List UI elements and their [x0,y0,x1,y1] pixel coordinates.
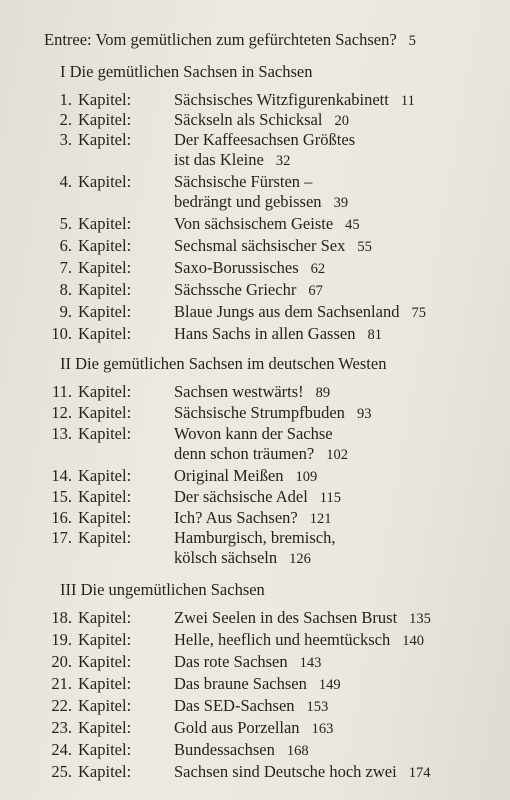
chapter-title-line2: ist das Kleine [174,150,264,169]
chapter-page: 89 [315,385,331,401]
kapitel-label: Kapitel: [78,508,132,527]
chapter-page: 121 [309,511,332,527]
kapitel-label: Kapitel: [78,280,132,299]
chapter-title: Sächsische Strumpfbuden [174,403,345,422]
chapter-title: Der sächsische Adel [174,487,308,506]
chapter-page: 140 [402,633,424,649]
chapter-title: Sechsmal sächsischer Sex [174,236,346,255]
chapter-title: Hans Sachs in allen Gassen [174,324,356,343]
toc-entry [0,130,355,150]
chapter-number: 15. [51,487,72,506]
chapter-title: Sächsische Fürsten – [174,172,313,191]
chapter-page: 75 [411,305,426,321]
toc-entry [0,324,382,345]
chapter-page: 20 [334,113,349,129]
chapter-number: 9. [59,302,72,321]
chapter-title: Bundessachsen [174,740,275,759]
toc-entry [0,718,333,739]
chapter-title: Blaue Jungs aus dem Sachsenland [174,302,400,321]
chapter-title: Zwei Seelen in des Sachsen Brust [174,608,398,627]
kapitel-label: Kapitel: [78,324,132,343]
chapter-page: 135 [409,611,431,627]
chapter-page: 115 [319,490,342,506]
kapitel-label: Kapitel: [78,172,132,191]
chapter-page: 62 [310,261,326,277]
chapter-number: 20. [51,652,72,671]
chapter-number: 17. [51,528,72,547]
chapter-title: Säckseln als Schicksal [174,110,323,129]
chapter-title: Gold aus Porzellan [174,718,300,737]
kapitel-label: Kapitel: [78,487,132,506]
kapitel-label: Kapitel: [78,528,132,547]
chapter-title: Der Kaffeesachsen Größtes [174,130,356,149]
kapitel-label: Kapitel: [78,130,132,149]
chapter-title: Sächsisches Witzfigurenkabinett [174,90,389,109]
chapter-number: 11. [51,382,72,401]
chapter-number: 7. [59,258,72,277]
intro-line [44,30,416,51]
chapter-number: 23. [51,718,72,737]
chapter-page: 102 [326,447,348,463]
kapitel-label: Kapitel: [78,302,132,321]
toc-entry [0,608,431,629]
toc-entry-continuation [174,150,290,171]
chapter-title: Sachsen westwärts! [174,382,304,401]
toc-entry [0,214,360,235]
chapter-number: 21. [51,674,72,693]
toc-entry [0,403,371,424]
chapter-number: 19. [51,630,72,649]
intro-page: 5 [408,33,416,49]
chapter-title: Helle, heeflich und heemtücksch [174,630,391,649]
toc-entry [0,302,426,323]
chapter-title: Sachsen sind Deutsche hoch zwei [174,762,397,781]
toc-entry [0,487,341,508]
chapter-title: Sächssche Griechr [174,280,297,299]
toc-entry [0,382,330,403]
kapitel-label: Kapitel: [78,90,132,109]
chapter-title: Das rote Sachsen [174,652,288,671]
chapter-number: 16. [51,508,72,527]
toc-entry-continuation [174,444,348,465]
chapter-number: 22. [51,696,72,715]
chapter-title-line2: kölsch sächseln [174,548,278,567]
toc-entry [0,424,333,444]
chapter-number: 18. [51,608,72,627]
kapitel-label: Kapitel: [78,236,132,255]
kapitel-label: Kapitel: [78,630,132,649]
kapitel-label: Kapitel: [78,762,132,781]
toc-entry [0,110,349,131]
toc-entry [0,172,312,192]
kapitel-label: Kapitel: [78,608,132,627]
chapter-page: 109 [295,469,318,485]
toc-entry [0,508,331,529]
toc-entry [0,236,372,257]
chapter-page: 149 [318,677,341,693]
chapter-page: 174 [408,765,431,781]
kapitel-label: Kapitel: [78,382,132,401]
toc-entry [0,762,430,783]
chapter-number: 4. [59,172,72,191]
chapter-page: 93 [356,406,372,422]
toc-entry [0,90,415,111]
section-heading: I Die gemütlichen Sachsen in Sachsen [60,62,313,81]
chapter-number: 2. [59,110,72,129]
chapter-page: 81 [367,327,382,343]
chapter-title: Hamburgisch, bremisch, [174,528,336,547]
kapitel-label: Kapitel: [78,740,132,759]
chapter-title: Das braune Sachsen [174,674,307,693]
toc-entry [0,652,321,673]
chapter-number: 12. [51,403,72,422]
kapitel-label: Kapitel: [78,696,132,715]
chapter-number: 14. [51,466,72,485]
chapter-number: 5. [59,214,72,233]
toc-entry-continuation [174,548,311,569]
chapter-title: Wovon kann der Sachse [174,424,333,443]
toc-entry [0,674,341,695]
chapter-title: Das SED-Sachsen [174,696,295,715]
chapter-page: 39 [333,195,349,211]
kapitel-label: Kapitel: [78,110,132,129]
chapter-title-line2: bedrängt und gebissen [174,192,322,211]
kapitel-label: Kapitel: [78,214,132,233]
chapter-number: 10. [51,324,72,343]
kapitel-label: Kapitel: [78,466,132,485]
chapter-page: 67 [308,283,323,299]
toc-entry [0,280,323,301]
chapter-page: 32 [275,153,291,169]
chapter-number: 6. [59,236,72,255]
kapitel-label: Kapitel: [78,652,132,671]
chapter-title: Von sächsischem Geiste [174,214,334,233]
toc-entry [0,258,325,279]
kapitel-label: Kapitel: [78,718,132,737]
kapitel-label: Kapitel: [78,403,132,422]
chapter-number: 8. [59,280,72,299]
kapitel-label: Kapitel: [78,258,132,277]
section-heading: II Die gemütlichen Sachsen im deutschen Westen [60,354,387,373]
chapter-page: 168 [286,743,309,759]
chapter-number: 24. [51,740,72,759]
chapter-page: 55 [357,239,372,255]
chapter-page: 153 [306,699,329,715]
kapitel-label: Kapitel: [78,674,132,693]
intro-text: Entree: Vom gemütlichen zum gefürchteten Sachsen? [44,30,397,49]
chapter-page: 11 [400,93,415,109]
toc-entry-continuation [174,192,348,213]
chapter-number: 3. [59,130,72,149]
kapitel-label: Kapitel: [78,424,132,443]
toc-entry [0,528,335,548]
chapter-number: 1. [59,90,72,109]
chapter-number: 13. [51,424,72,443]
chapter-title: Original Meißen [174,466,284,485]
toc-entry [0,466,317,487]
section-heading: III Die ungemütlichen Sachsen [60,580,265,599]
chapter-page: 45 [345,217,360,233]
chapter-title-line2: denn schon träumen? [174,444,315,463]
chapter-title: Saxo-Borussisches [174,258,299,277]
chapter-page: 163 [311,721,334,737]
toc-entry [0,696,328,717]
chapter-page: 143 [299,655,322,671]
chapter-title: Ich? Aus Sachsen? [174,508,298,527]
toc-entry [0,630,424,651]
chapter-number: 25. [51,762,72,781]
chapter-page: 126 [289,551,311,567]
toc-entry [0,740,309,761]
